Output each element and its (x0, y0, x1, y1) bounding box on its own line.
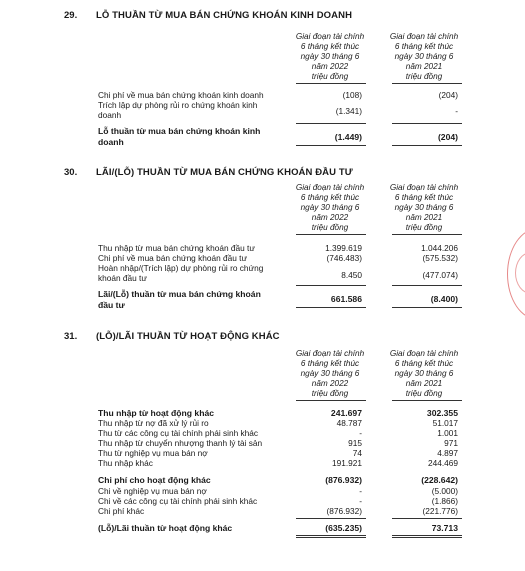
divider (392, 123, 462, 124)
header-line: năm 2021 (405, 379, 443, 388)
s31-header-2021 (384, 349, 464, 399)
s31-header-2022 (290, 349, 370, 399)
header-line: triệu đồng (311, 72, 349, 81)
s30-row-value-2022: (746.483) (326, 253, 362, 263)
header-line: triệu đồng (311, 389, 349, 398)
header-line: 6 tháng kết thúc (300, 359, 360, 368)
section-31-number: 31. (64, 331, 78, 342)
header-line: ngày 30 tháng 6 (300, 52, 360, 61)
s31-expense-row-2021: (5.000) (431, 486, 458, 496)
s29-row-value-2021: - (455, 106, 458, 116)
header-line: năm 2022 (311, 62, 349, 71)
s30-total-label: Lãi/(Lỗ) thuần từ mua bán chứng khoán (98, 289, 261, 299)
s31-expense-row-2022: - (359, 496, 362, 506)
s29-total-label-cont: doanh (98, 137, 124, 147)
s29-total-2022: (1.449) (334, 132, 362, 142)
s31-expense-label: Chi phí cho hoạt động khác (98, 475, 211, 485)
header-line: Giai đoạn tài chính (389, 183, 459, 192)
header-line: 6 tháng kết thúc (300, 42, 360, 51)
s29-row-value-2021: (204) (438, 90, 458, 100)
s31-income-row-label: Thu từ các công cụ tài chính phái sinh khác (98, 428, 259, 438)
s31-income-row-2022: 915 (348, 438, 362, 448)
s31-income-2021: 302.355 (426, 408, 458, 418)
divider (392, 145, 462, 146)
header-line: 6 tháng kết thúc (394, 193, 454, 202)
s30-header-2022 (290, 183, 370, 233)
s30-row-value-2022: 8.450 (341, 270, 362, 280)
s29-row-label: Trích lập dự phòng rủi ro chứng khoán kinh (98, 100, 258, 110)
header-line: năm 2021 (405, 213, 443, 222)
s31-expense-row-label: Chi về nghiệp vụ mua bán nợ (98, 486, 207, 496)
s30-row-label-cont: khoán đầu tư (98, 273, 147, 283)
section-31-title: (LỖ)/LÃI THUẦN TỪ HOẠT ĐỘNG KHÁC (96, 331, 280, 342)
s31-income-row-2021: 244.469 (428, 458, 458, 468)
s31-income-row-label: Thu nhập khác (98, 458, 153, 468)
header-line: Giai đoạn tài chính (295, 32, 365, 41)
s30-header-2021 (384, 183, 464, 233)
s30-row-value-2021: 1.044.206 (421, 243, 458, 253)
divider (296, 518, 366, 519)
s29-row-label: Chi phí về mua bán chứng khoán kinh doanh (98, 90, 264, 100)
s31-expense-row-2022: - (359, 486, 362, 496)
s29-row-label-cont: doanh (98, 110, 122, 120)
s31-expense-row-2022: (876.932) (326, 506, 362, 516)
s30-row-label: Thu nhập từ mua bán chứng khoán đầu tư (98, 243, 255, 253)
s30-total-2021: (8.400) (430, 294, 458, 304)
s31-income-row-2021: 51.017 (432, 418, 458, 428)
s31-expense-2022: (876.932) (325, 475, 362, 485)
divider (296, 83, 366, 84)
header-line: triệu đồng (405, 223, 443, 232)
s31-expense-row-label: Chi về các công cụ tài chính phái sinh khác (98, 496, 258, 506)
s31-expense-row-2021: (221.776) (422, 506, 458, 516)
header-line: 6 tháng kết thúc (394, 359, 454, 368)
s31-income-2022: 241.697 (330, 408, 362, 418)
header-line: ngày 30 tháng 6 (394, 203, 454, 212)
divider (392, 83, 462, 84)
s31-income-row-2021: 971 (444, 438, 458, 448)
header-line: Giai đoạn tài chính (389, 349, 459, 358)
s30-row-value-2022: 1.399.619 (325, 243, 362, 253)
header-line: năm 2021 (405, 62, 443, 71)
header-line: triệu đồng (311, 223, 349, 232)
s31-total-2021: 73.713 (431, 523, 458, 533)
header-line: năm 2022 (311, 379, 349, 388)
divider (392, 518, 462, 519)
s29-header-2021 (384, 32, 464, 82)
header-line: triệu đồng (405, 389, 443, 398)
s31-income-row-2021: 4.897 (437, 448, 458, 458)
s29-row-value-2022: (108) (342, 90, 362, 100)
header-line: Giai đoạn tài chính (389, 32, 459, 41)
s29-row-value-2022: (1.341) (335, 106, 362, 116)
section-30-number: 30. (64, 167, 78, 178)
s30-total-2022: 661.586 (330, 294, 362, 304)
s31-expense-2021: (228.642) (421, 475, 458, 485)
divider (296, 145, 366, 146)
s30-total-label-cont: đầu tư (98, 300, 125, 310)
section-30-title: LÃI/(LỖ) THUẦN TỪ MUA BÁN CHỨNG KHOÁN ĐẦU TƯ (96, 167, 353, 178)
s30-row-label: Hoàn nhập/(Trích lập) dự phòng rủi ro chứng (98, 263, 264, 273)
s31-income-row-label: Thu nhập từ nợ đã xử lý rủi ro (98, 418, 209, 428)
s31-expense-row-label: Chi phí khác (98, 506, 145, 516)
divider (392, 307, 462, 308)
s31-income-row-2021: 1.001 (437, 428, 458, 438)
section-29-number: 29. (64, 10, 78, 21)
divider (392, 285, 462, 286)
divider (296, 537, 366, 538)
divider (392, 400, 462, 401)
divider (296, 123, 366, 124)
s31-income-row-2022: - (359, 428, 362, 438)
header-line: năm 2022 (311, 213, 349, 222)
header-line: 6 tháng kết thúc (300, 193, 360, 202)
header-line: Giai đoạn tài chính (295, 349, 365, 358)
divider (296, 307, 366, 308)
s31-expense-row-2021: (1.866) (431, 496, 458, 506)
header-line: triệu đồng (405, 72, 443, 81)
s31-income-label: Thu nhập từ hoạt động khác (98, 408, 215, 418)
section-29-title: LỖ THUẦN TỪ MUA BÁN CHỨNG KHOÁN KINH DOANH (96, 10, 353, 21)
divider (296, 535, 366, 536)
s31-total-2022: (635.235) (325, 523, 362, 533)
s31-income-row-label: Thu từ nghiệp vụ mua bán nợ (98, 448, 208, 458)
header-line: ngày 30 tháng 6 (300, 369, 360, 378)
divider (392, 537, 462, 538)
s30-row-label: Chi phí về mua bán chứng khoán đầu tư (98, 253, 248, 263)
divider (392, 234, 462, 235)
s30-row-value-2021: (477.074) (422, 270, 458, 280)
header-line: ngày 30 tháng 6 (394, 52, 454, 61)
header-line: ngày 30 tháng 6 (300, 203, 360, 212)
divider (296, 400, 366, 401)
divider (296, 234, 366, 235)
header-line: 6 tháng kết thúc (394, 42, 454, 51)
s31-total-label: (Lỗ)/Lãi thuần từ hoạt động khác (98, 523, 233, 533)
divider (296, 285, 366, 286)
header-line: ngày 30 tháng 6 (394, 369, 454, 378)
s31-income-row-2022: 191.921 (332, 458, 362, 468)
s29-header-2022 (290, 32, 370, 82)
s31-income-row-label: Thu nhập từ chuyển nhượng thanh lý tài sản (98, 438, 263, 448)
s29-total-2021: (204) (437, 132, 458, 142)
s29-total-label: Lỗ thuần từ mua bán chứng khoán kinh (98, 126, 261, 136)
header-line: Giai đoạn tài chính (295, 183, 365, 192)
s31-income-row-2022: 74 (352, 448, 362, 458)
s30-row-value-2021: (575.532) (422, 253, 458, 263)
divider (392, 535, 462, 536)
s31-income-row-2022: 48.787 (336, 418, 362, 428)
